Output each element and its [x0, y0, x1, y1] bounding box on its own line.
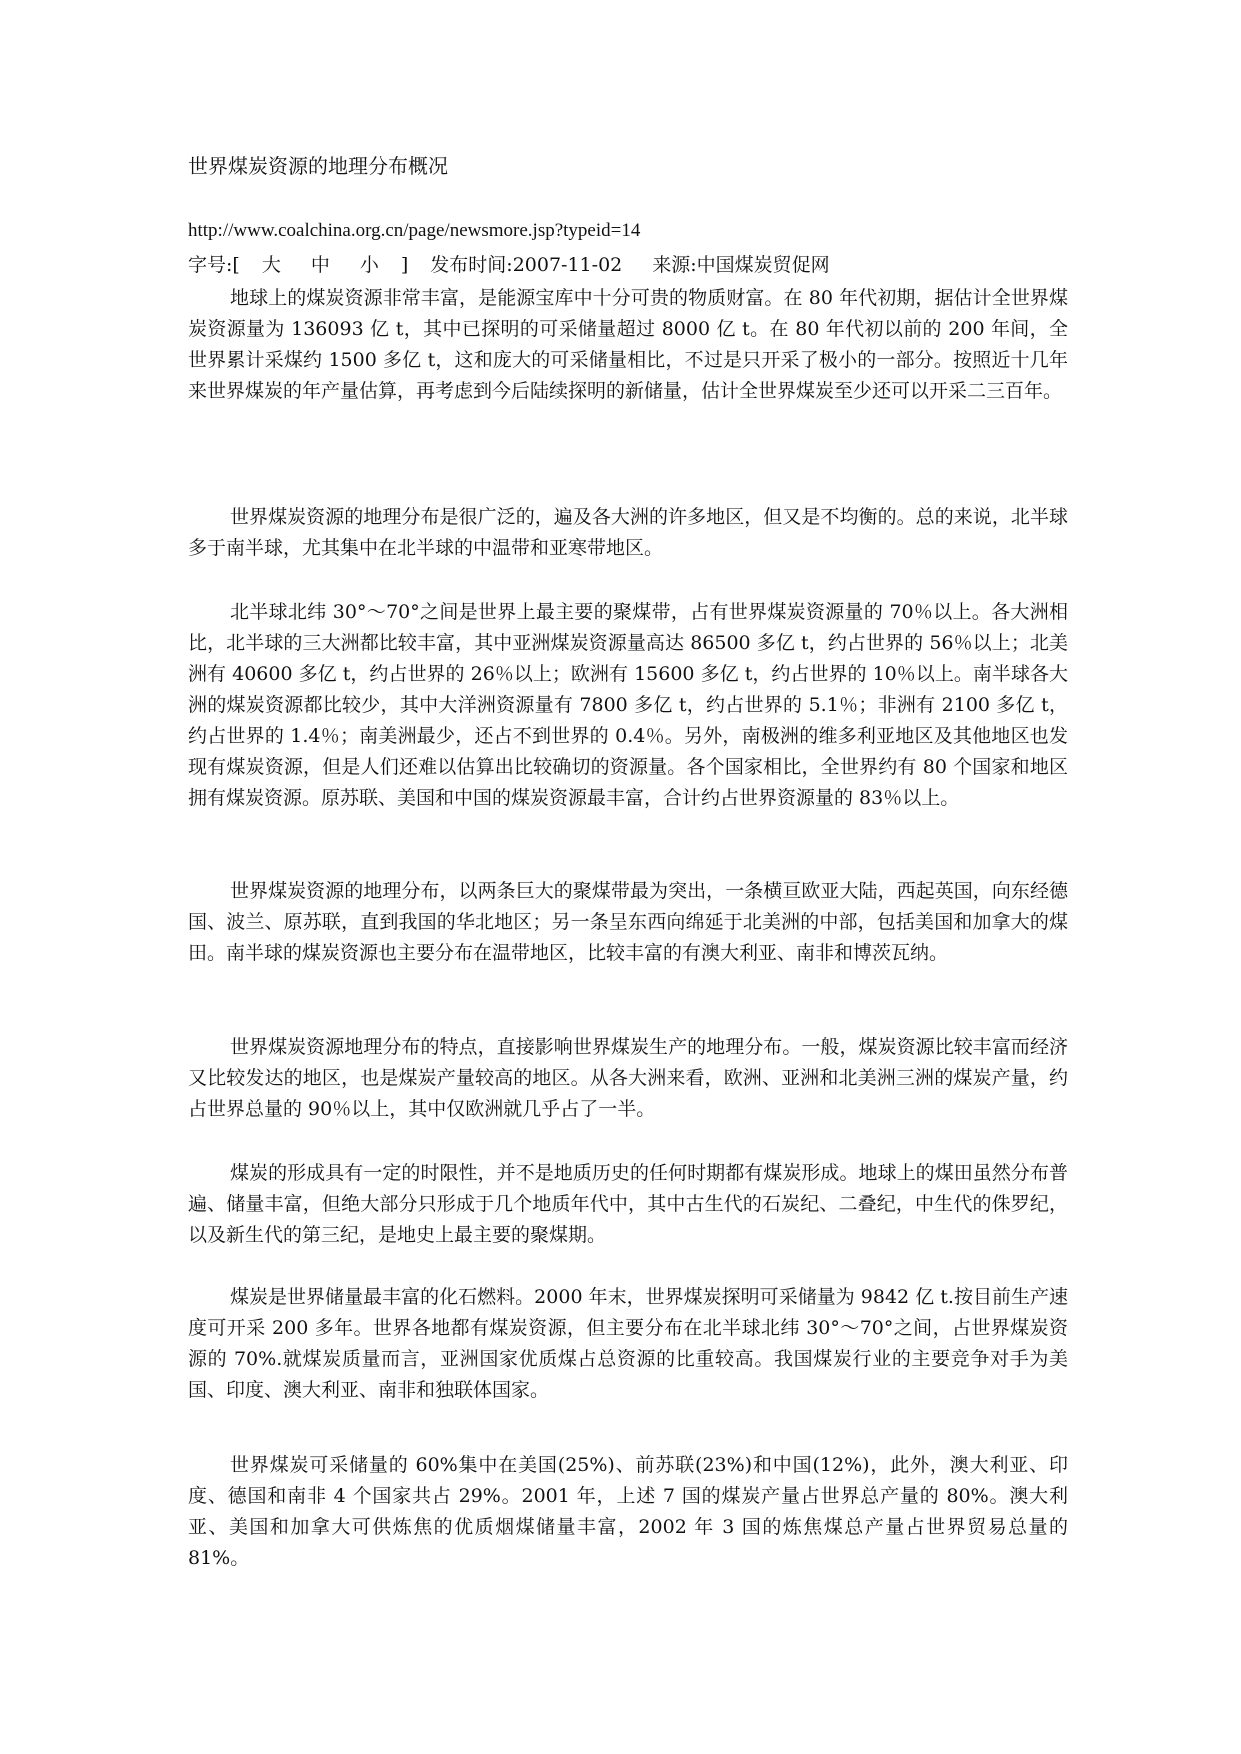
publish-time: 发布时间:2007-11-02: [430, 254, 623, 276]
article-meta: [188, 252, 830, 278]
source-label: 来源:中国煤炭贸促网: [652, 254, 830, 276]
paragraph: 世界煤炭可采储量的 60%集中在美国(25%)、前苏联(23%)和中国(12%)，此外，澳大利亚、印度、德国和南非 4 个国家共占 29%。2001 年，上述 7 国的煤炭产量占世界总产量的 80%。澳大利亚、美国和加拿大可供炼焦的优质烟煤储量丰富，2002 年 3 国的炼焦煤总产量占世界贸易总量的 81%。: [188, 1454, 1068, 1569]
paragraph: 世界煤炭资源的地理分布是很广泛的，遍及各大洲的许多地区，但又是不均衡的。总的来说，北半球多于南半球，尤其集中在北半球的中温带和亚寒带地区。: [188, 506, 1068, 559]
paragraph: 煤炭是世界储量最丰富的化石燃料。2000 年末，世界煤炭探明可采储量为 9842 亿 t.按目前生产速度可开采 200 多年。世界各地都有煤炭资源，但主要分布在北半球北纬 30°～70°之间，占世界煤炭资源的 70%.就煤炭质量而言，亚洲国家优质煤占总资源的比重较高。我国煤炭行业的主要竞争对手为美国、印度、澳大利亚、南非和独联体国家。: [188, 1286, 1068, 1401]
font-size-label: 字号:[: [188, 254, 240, 276]
paragraph: 世界煤炭资源的地理分布，以两条巨大的聚煤带最为突出，一条横亘欧亚大陆，西起英国，向东经德国、波兰、原苏联，直到我国的华北地区；另一条呈东西向绵延于北美洲的中部，包括美国和加拿大的煤田。南半球的煤炭资源也主要分布在温带地区，比较丰富的有澳大利亚、南非和博茨瓦纳。: [188, 880, 1068, 964]
paragraph: 世界煤炭资源地理分布的特点，直接影响世界煤炭生产的地理分布。一般，煤炭资源比较丰富而经济又比较发达的地区，也是煤炭产量较高的地区。从各大洲来看，欧洲、亚洲和北美洲三洲的煤炭产量，约占世界总量的 90％以上，其中仅欧洲就几乎占了一半。: [188, 1036, 1068, 1120]
paragraph: 地球上的煤炭资源非常丰富，是能源宝库中十分可贵的物质财富。在 80 年代初期，据估计全世界煤炭资源量为 136093 亿 t，其中已探明的可采储量超过 8000 亿 t。在 80 年代初以前的 200 年间，全世界累计采煤约 1500 多亿 t，这和庞大的可采储量相比，不过是只开采了极小的一部分。按照近十几年来世界煤炭的年产量估算，再考虑到今后陆续探明的新储量，估计全世界煤炭至少还可以开采二三百年。: [188, 287, 1068, 402]
source-url[interactable]: http://www.coalchina.org.cn/page/newsmore.jsp?typeid=14: [188, 220, 641, 241]
font-size-large-link[interactable]: 大: [261, 254, 281, 276]
document-title: 世界煤炭资源的地理分布概况: [188, 154, 448, 178]
paragraph: 煤炭的形成具有一定的时限性，并不是地质历史的任何时期都有煤炭形成。地球上的煤田虽然分布普遍、储量丰富，但绝大部分只形成于几个地质年代中，其中古生代的石炭纪、二叠纪，中生代的侏罗纪，以及新生代的第三纪，是地史上最主要的聚煤期。: [188, 1162, 1068, 1246]
paragraph: 北半球北纬 30°～70°之间是世界上最主要的聚煤带，占有世界煤炭资源量的 70％以上。各大洲相比，北半球的三大洲都比较丰富，其中亚洲煤炭资源量高达 86500 多亿 t，约占世界的 56％以上；北美洲有 40600 多亿 t，约占世界的 26％以上；欧洲有 15600 多亿 t，约占世界的 10％以上。南半球各大洲的煤炭资源都比较少，其中大洋洲资源量有 7800 多亿 t，约占世界的 5.1％；非洲有 2100 多亿 t，约占世界的 1.4％；南美洲最少，还占不到世界的 0.4％。另外，南极洲的维多利亚地区及其他地区也发现有煤炭资源，但是人们还难以估算出比较确切的资源量。各个国家相比，全世界约有 80 个国家和地区拥有煤炭资源。原苏联、美国和中国的煤炭资源最丰富，合计约占世界资源量的 83％以上。: [188, 601, 1068, 809]
font-size-small-link[interactable]: 小: [359, 254, 379, 276]
font-size-close: ]: [400, 254, 409, 276]
font-size-medium-link[interactable]: 中: [310, 254, 330, 276]
